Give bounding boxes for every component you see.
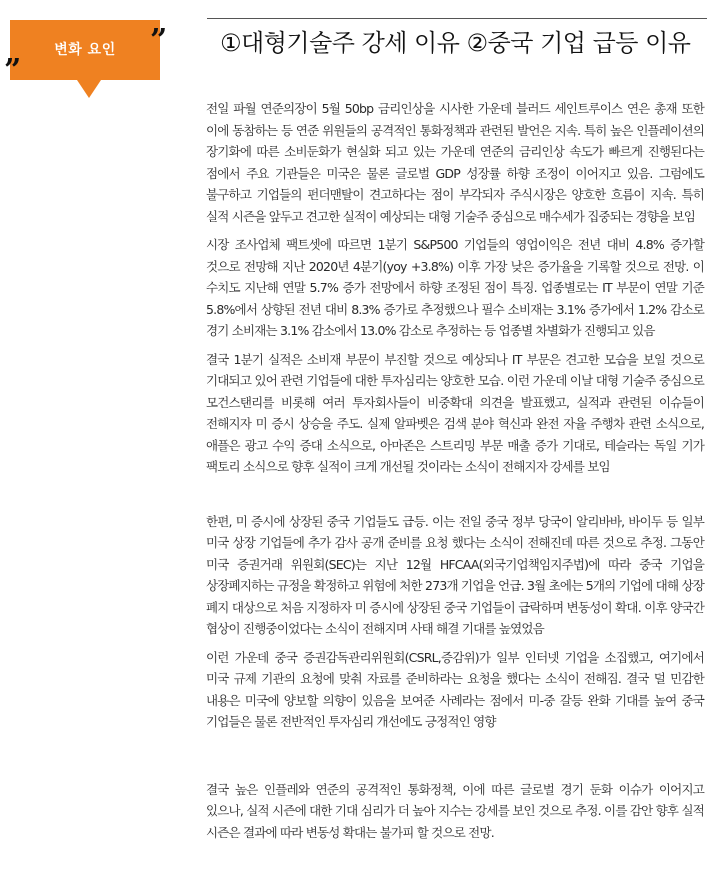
page-title: ①대형기술주 강세 이유 ②중국 기업 급등 이유 [220,29,691,57]
paragraph-conclusion: 결국 높은 인플레와 연준의 공격적인 통화정책, 이에 따른 글로벌 경기 둔화 이슈가 이어지고 있으나, 실적 시즌에 대한 기대 심리가 더 높아 지수는 강세를 보인 것으로 추정. 이를 감안 향후 실적 시즌은 결과에 따라 변동성 확대는 불가피 할 것으로 전망. [206,781,704,840]
section-tag-label: 변화 요인 [54,42,116,58]
header-rule [207,18,707,19]
open-quote-mark: ” [150,23,168,58]
article-body [206,98,704,850]
paragraph-csrc: 이런 가운데 중국 증권감독관리위원회(CSRL,증감위)가 일부 인터넷 기업을 소집했고, 여기에서 미국 규제 기관의 요청에 맞춰 자료를 준비하라는 요청을 했다는 소식이 전해짐. 결국 덜 민감한 내용은 미국에 양보할 의향이 있음을 보여준 사례라는 점에서 미-중 갈등 완화 기대를 높여 중국 기업들은 물론 전반적인 투자심리 개선에도 긍정적인 영향 [206,649,704,729]
paragraph-fed-policy: 전일 파월 연준의장이 5월 50bp 금리인상을 시사한 가운데 블러드 세인트루이스 연은 총재 또한 이에 동참하는 등 연준 위원들의 공격적인 통화정책과 관련된 발언은 지속. 특히 높은 인플레이션의 장기화에 따른 소비둔화가 현실화 되고 있는 가운데 연준의 금리인상 속도가 빠르게 진행된다는 점에서 주요 기관들은 미국은 물론 글로벌 GDP 성장률 하향 조정이 이어지고 있음. 그럼에도 불구하고 기업들의 펀더맨탈이 견고하다는 점이 부각되자 주식시장은 양호한 흐름이 지속. 특히 실적 시즌을 앞두고 견고한 실적이 예상되는 대형 기술주 중심으로 매수세가 집중되는 경향을 보임 [206,101,704,224]
paragraph-earnings-outlook: 시장 조사업체 팩트셋에 따르면 1분기 S&P500 기업들의 영업이익은 전년 대비 4.8% 증가할 것으로 전망해 지난 2020년 4분기(yoy +3.8%) 이후 가장 낮은 증가율을 기록할 것으로 전망. 이 수치도 지난해 연말 5.7% 증가 전망에서 하향 조정된 점이 특징. 업종별로는 IT 부문이 연말 기준 5.8%에서 상향된 전년 대비 8.3% 증가로 추정했으나 필수 소비재는 3.1% 증가에서 1.2% 감소로 경기 소비재는 3.1% 감소에서 13.0% 감소로 추정하는 등 업종별 차별화가 진행되고 있음 [206,237,704,338]
paragraph-china-stocks: 한편, 미 증시에 상장된 중국 기업들도 급등. 이는 전일 중국 정부 당국이 알리바바, 바이두 등 일부 미국 상장 기업들에 추가 감사 공개 준비를 요청 했다는 소식이 전해진데 따른 것으로 추정. 그동안 미국 증권거래 위원회(SEC)는 지난 12월 HFCAA(외국기업책임지주법)에 따라 중국 기업을 상장폐지하는 규정을 확정하고 위험에 처한 273개 기업을 언급. 3월 초에는 5개의 기업에 대해 상장 폐지 대상으로 처음 지정하자 미 증시에 상장된 중국 기업들이 급락하며 변동성이 확대. 이후 양국간 협상이 진행중이었다는 소식이 전해지며 사태 해결 기대를 높였었음 [206,513,704,636]
paragraph-big-tech: 결국 1분기 실적은 소비재 부문이 부진할 것으로 예상되나 IT 부문은 견고한 모습을 보일 것으로 기대되고 있어 관련 기업들에 대한 투자심리는 양호한 모습. 이런 가운데 이날 대형 기술주 중심으로 모건스탠리를 비롯해 여러 투자회사들이 비중확대 의견을 발표했고, 실적과 관련된 이슈들이 전해지자 미 증시 상승을 주도. 실제 알파벳은 검색 분야 혁신과 완전 자율 주행차 관련 소식으로, 애플은 광고 수익 증대 소식으로, 아마존은 스트리밍 부문 매출 증가 기대로, 테슬라는 독일 기가 팩토리 소식으로 향후 실적이 크게 개선될 것이라는 소식이 전해지자 강세를 보임 [206,351,704,474]
close-quote-mark: ” [4,53,22,88]
section-tag-tail [77,80,101,98]
